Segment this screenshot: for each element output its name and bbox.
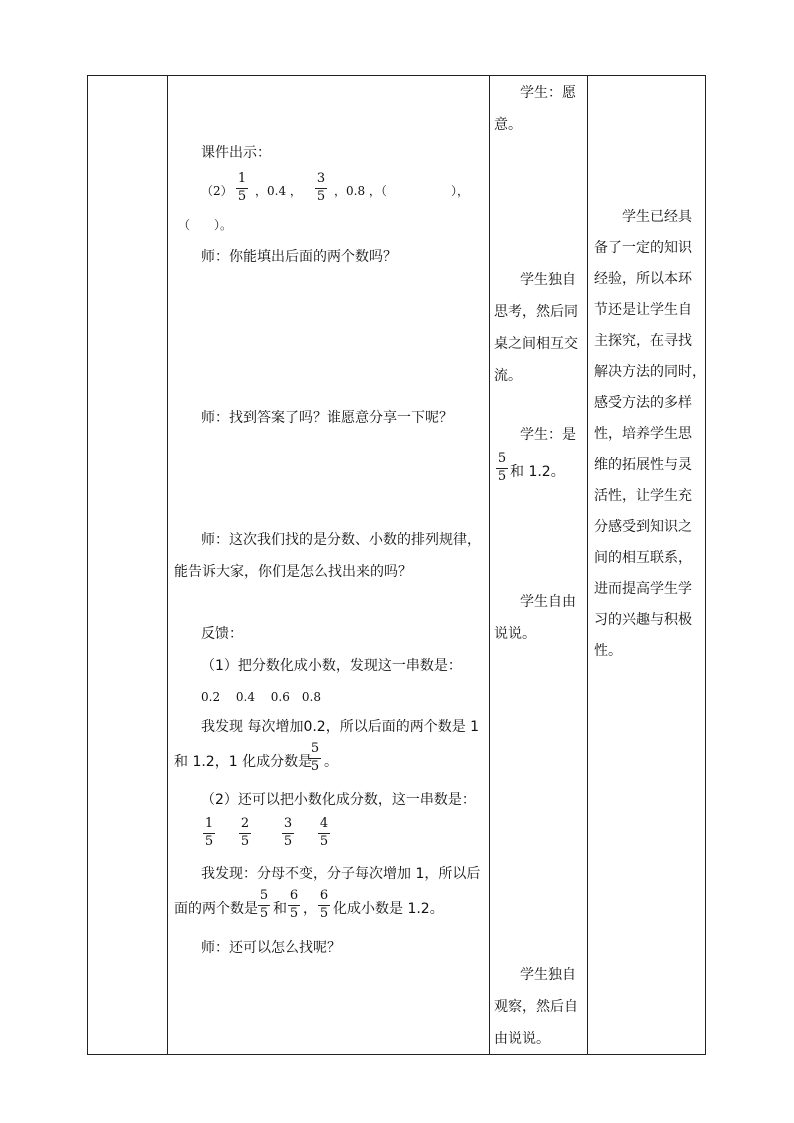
fraction-three-fifths	[315, 172, 327, 204]
column-divider-2	[489, 76, 490, 1054]
denominator: 5	[259, 906, 269, 921]
student-response-4-line-2: 说说。	[494, 626, 536, 642]
courseware-label: 课件出示：	[201, 145, 271, 161]
denominator: 5	[316, 189, 326, 204]
numerator: 1	[204, 816, 214, 831]
student-response-2-line-1: 学生独自	[520, 272, 576, 288]
feedback-2-finding-line-1: 我发现：分母不变，分子每次增加 1，所以后	[201, 866, 481, 882]
sequence-separator-1: ，0.4 ，	[255, 184, 302, 198]
design-line-7: 感受方法的多样	[594, 395, 692, 411]
denominator: 5	[237, 189, 247, 204]
student-response-5-line-3: 由说说。	[494, 1031, 550, 1047]
student-response-3-tail: 和 1.2。	[510, 464, 565, 480]
student-response-3-line-1: 学生：是	[520, 427, 576, 443]
design-line-1: 学生已经具	[622, 209, 692, 225]
fraction-five-fifths-answer	[258, 889, 270, 921]
numerator: 5	[310, 741, 320, 756]
feedback-1-finding-line-2: 和 1.2，1 化成分数是	[174, 754, 313, 770]
fraction-five-fifths-student	[496, 452, 508, 484]
teacher-question-2: 师：找到答案了吗？谁愿意分享一下呢？	[201, 410, 453, 426]
design-line-4: 节还是让学生自	[594, 302, 692, 318]
fraction-one-fifth	[236, 172, 248, 204]
student-response-4-line-1: 学生自由	[520, 594, 576, 610]
design-line-11: 分感受到知识之	[594, 519, 692, 535]
design-line-10: 活性，让学生充	[594, 488, 692, 504]
design-line-9: 维的拓展性与灵	[594, 457, 692, 473]
numerator: 5	[259, 888, 269, 903]
design-line-5: 主探究，在寻找	[594, 333, 692, 349]
design-line-12: 间的相互联系，	[594, 550, 692, 566]
student-response-2-line-3: 桌之间相互交	[494, 336, 578, 352]
numerator: 3	[316, 171, 326, 186]
feedback-label: 反馈：	[201, 626, 243, 642]
fraction-two-fifths-seq	[239, 817, 251, 849]
student-response-5-line-1: 学生独自	[520, 967, 576, 983]
fraction-six-fifths-answer	[288, 889, 300, 921]
fraction-three-fifths-seq	[282, 817, 294, 849]
design-line-13: 进而提高学生学	[594, 581, 692, 597]
feedback-2-title: （2）还可以把小数化成分数，这一串数是：	[201, 792, 476, 808]
feedback-1-title: （1）把分数化成小数，发现这一串数是：	[201, 658, 462, 674]
numerator: 6	[289, 888, 299, 903]
sequence-tail: ），	[451, 184, 470, 198]
numerator: 3	[283, 816, 293, 831]
student-response-2-line-2: 思考，然后同	[494, 304, 578, 320]
denominator: 5	[289, 906, 299, 921]
student-response-2-line-4: 流。	[494, 368, 522, 384]
sequence-separator-2: ，0.8 ，（	[334, 184, 387, 198]
fraction-six-fifths-convert	[318, 889, 330, 921]
denominator: 5	[204, 834, 214, 849]
design-line-6: 解决方法的同时，	[594, 364, 706, 380]
numerator: 6	[319, 888, 329, 903]
question-index: （2）	[201, 184, 233, 198]
teacher-question-3-line-2: 能告诉大家，你们是怎么找出来的吗？	[174, 564, 412, 580]
denominator: 5	[497, 469, 507, 484]
sequence-line-2: （ ）。	[178, 218, 233, 232]
numerator: 5	[497, 451, 507, 466]
design-line-3: 经验，所以本环	[594, 271, 692, 287]
student-response-1-line-1: 学生：愿	[520, 85, 576, 101]
numerator: 1	[237, 171, 247, 186]
and-word: 和	[273, 901, 287, 917]
column-divider-1	[167, 76, 168, 1054]
comma: ，	[303, 901, 317, 917]
period: 。	[324, 754, 338, 770]
feedback-1-finding-line-1: 我发现 每次增加0.2，所以后面的两个数是 1	[201, 719, 480, 735]
denominator: 5	[319, 906, 329, 921]
denominator: 5	[310, 759, 320, 774]
design-line-2: 备了一定的知识	[594, 240, 692, 256]
design-line-15: 性。	[594, 643, 622, 659]
fraction-five-fifths	[309, 742, 321, 774]
column-divider-3	[587, 76, 588, 1054]
teacher-question-3-line-1: 师：这次我们找的是分数、小数的排列规律，	[201, 532, 481, 548]
fraction-one-fifth-seq	[203, 817, 215, 849]
fraction-four-fifths-seq	[318, 817, 330, 849]
feedback-2-finding-tail: 化成小数是 1.2。	[333, 901, 444, 917]
teacher-question-4: 师：还可以怎么找呢？	[201, 940, 341, 956]
design-line-8: 性，培养学生思	[594, 426, 692, 442]
student-response-1-line-2: 意。	[494, 117, 522, 133]
design-line-14: 习的兴趣与积极	[594, 612, 692, 628]
denominator: 5	[240, 834, 250, 849]
teacher-question-1: 师：你能填出后面的两个数吗？	[201, 249, 397, 265]
denominator: 5	[283, 834, 293, 849]
student-response-5-line-2: 观察，然后自	[494, 999, 578, 1015]
denominator: 5	[319, 834, 329, 849]
feedback-1-sequence: 0.2 0.4 0.6 0.8	[201, 690, 321, 704]
numerator: 2	[240, 816, 250, 831]
numerator: 4	[319, 816, 329, 831]
feedback-2-finding-line-2a: 面的两个数是	[174, 901, 258, 917]
